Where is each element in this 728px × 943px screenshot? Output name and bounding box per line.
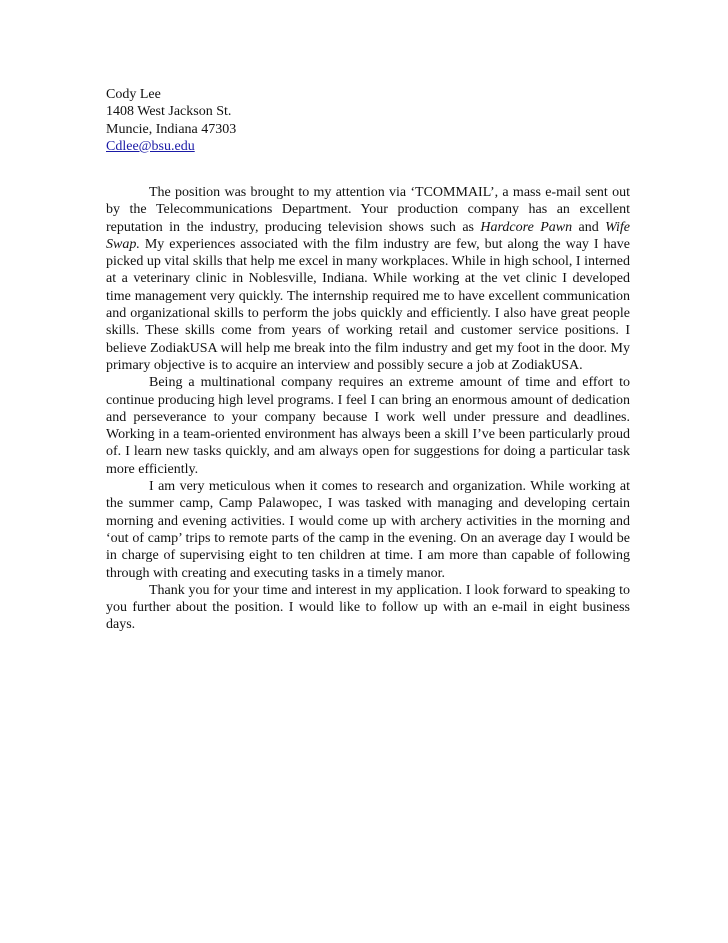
paragraph-2: Being a multinational company requires an extreme amount of time and effort to continue producing high level programs. I feel I can bring an enormous amount of dedication and perseverance to your company because I work well under pressure and deadlines. Working in a team-oriented environment has always been a skill I’ve been particularly proud of. I learn new tasks quickly, and am always open for suggestions for doing a particular task more efficiently. [106,375,630,477]
show-title-wife-swap: Wife Swap. [106,219,630,252]
paragraph-1-and: and [572,219,606,235]
paragraph-1 [106,184,630,374]
paragraph-1-text-b: My experiences associated with the film industry are few, but along the way I have picked up vital skills that help me excel in many workplaces. While in high school, I interned at a veterinary clinic in Noblesville, Indiana. While working at the vet clinic I developed time management very quickly. The internship required me to have excellent communication and organizational skills to perform the jobs quickly and efficiently. I also have great people skills. These skills come from years of working retail and customer service positions. I believe ZodiakUSA will help me break into the film industry and get my foot in the door. My primary objective is to acquire an interview and possibly secure a job at ZodiakUSA. [106,236,630,373]
sender-city-state-zip: Muncie, Indiana 47303 [106,121,237,137]
show-title-hardcore-pawn: Hardcore Pawn [480,219,573,235]
sender-street: 1408 West Jackson St. [106,104,232,120]
paragraph-4: Thank you for your time and interest in my application. I look forward to speaking to you further about the position. I would like to follow up with an e-mail in eight business days. [106,582,630,633]
sender-email-link[interactable]: Cdlee@bsu.edu [106,138,195,154]
paragraph-3: I am very meticulous when it comes to research and organization. While working at the summer camp, Camp Palawopec, I was tasked with managing and developing certain morning and evening activities. I would come up with archery activities in the morning and ‘out of camp’ trips to remote parts of the camp in the evening. On an average day I would be in charge of supervising eight to ten children at time. I am more than capable of following through with creating and executing tasks in a timely manor. [106,479,630,581]
sender-name: Cody Lee [106,87,161,102]
sender-address-block [106,86,630,155]
paragraph-1-text-a: The position was brought to my attention via ‘TCOMMAIL’, a mass e-mail sent out by the Telecommunications Department. Your production company has an excellent reputation in the industry, producing television shows such as [106,185,630,235]
letter-body [106,184,630,634]
